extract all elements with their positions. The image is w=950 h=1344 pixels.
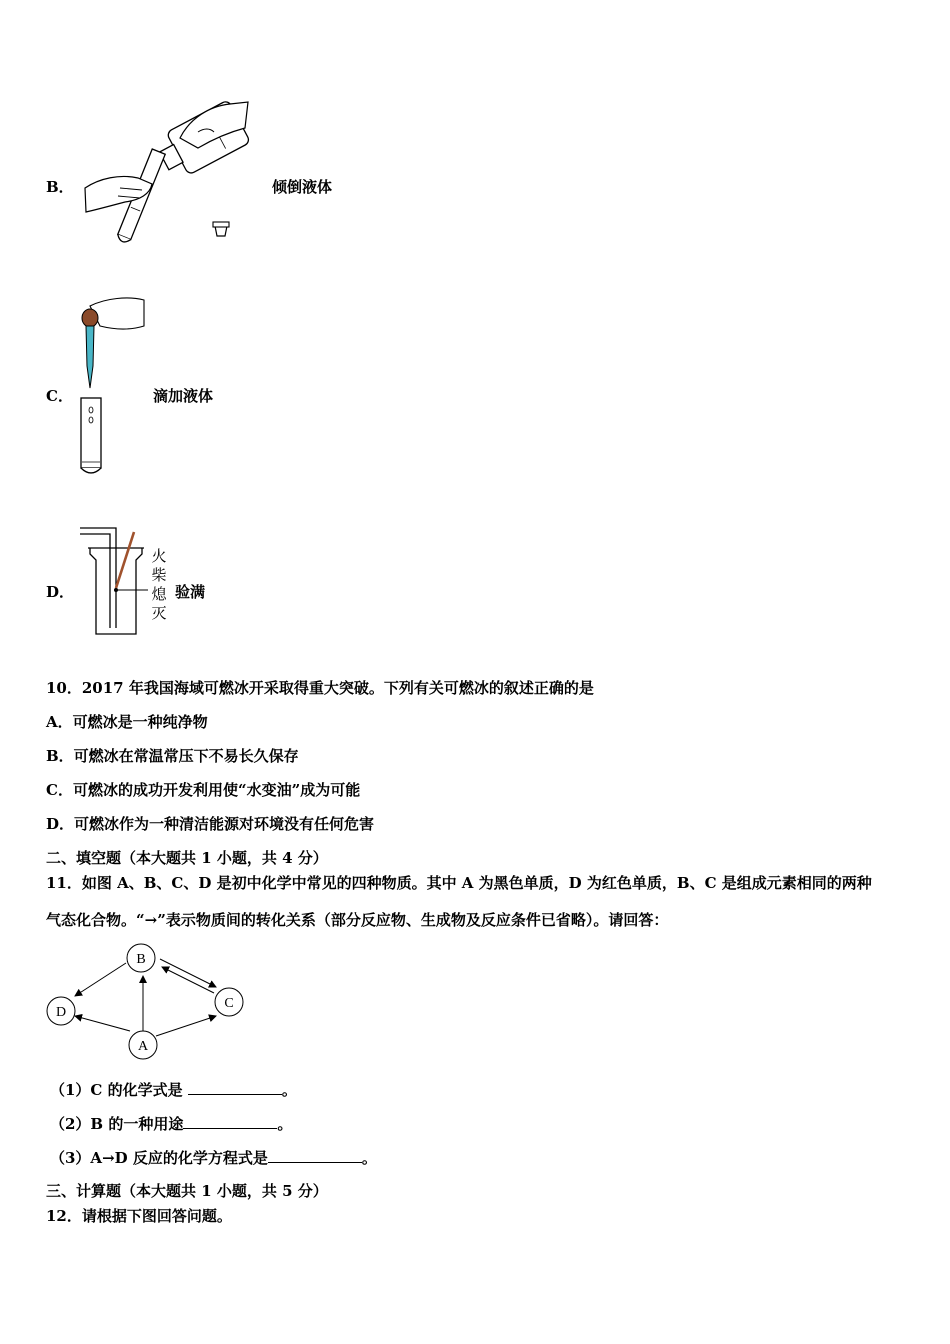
- option-d-caption: 验满: [175, 583, 206, 601]
- q11-sub3: （3）A→D 反应的化学方程式是 。: [50, 1149, 377, 1167]
- q11-sub2: （2）B 的一种用途 。: [50, 1115, 293, 1133]
- q10-option-d: D．可燃冰作为一种清洁能源对环境没有任何危害: [46, 815, 375, 833]
- option-c-caption: 滴加液体: [153, 387, 214, 405]
- q11-sub3-blank[interactable]: [268, 1148, 362, 1163]
- section2-title: 二、填空题（本大题共 1 小题，共 4 分）: [46, 849, 328, 867]
- q11-sub2-blank[interactable]: [183, 1114, 277, 1129]
- q11-stem-line2: 气态化合物。“→”表示物质间的转化关系（部分反应物、生成物及反应条件已省略）。请回答：: [46, 911, 669, 929]
- q11-sub1-blank[interactable]: [188, 1080, 282, 1095]
- gas-bottle-figure: [78, 524, 148, 638]
- q10-stem: 10．2017 年我国海域可燃冰开采取得重大突破。下列有关可燃冰的叙述正确的是: [46, 679, 594, 697]
- q11-stem-line1: 11．如图 A、B、C、D 是初中化学中常见的四种物质。其中 A 为黑色单质，D 为红色单质，B、C 是组成元素相同的两种: [46, 874, 872, 892]
- edge-b-to-d: [75, 963, 126, 996]
- option-b-caption: 倾倒液体: [272, 178, 333, 196]
- q11-sub1: （1）C 的化学式是 。: [50, 1081, 297, 1099]
- edge-c-to-b: [162, 967, 214, 993]
- node-c-label: C: [224, 996, 234, 1011]
- section3-title: 三、计算题（本大题共 1 小题，共 5 分）: [46, 1182, 328, 1200]
- q12-stem: 12．请根据下图回答问题。: [46, 1207, 232, 1225]
- edge-b-to-c: [160, 959, 216, 987]
- q10-option-a: A．可燃冰是一种纯净物: [46, 713, 208, 731]
- option-d-letter: D．: [46, 583, 75, 601]
- match-out-label: 火 柴 熄 灭: [151, 547, 167, 622]
- node-d-label: D: [55, 1005, 67, 1020]
- node-a-label: A: [137, 1039, 149, 1054]
- q10-option-b: B．可燃冰在常温常压下不易长久保存: [46, 747, 299, 765]
- edge-a-to-c: [156, 1016, 216, 1036]
- edge-a-to-d: [75, 1016, 130, 1031]
- option-b-letter: B．: [46, 178, 74, 196]
- pouring-liquid-figure: [80, 98, 255, 253]
- option-c-letter: C．: [46, 387, 73, 405]
- conversion-diagram: [44, 943, 249, 1061]
- node-b-label: B: [136, 952, 146, 967]
- dropper-figure: [76, 296, 148, 478]
- q10-option-c: C．可燃冰的成功开发利用使“水变油”成为可能: [46, 781, 361, 799]
